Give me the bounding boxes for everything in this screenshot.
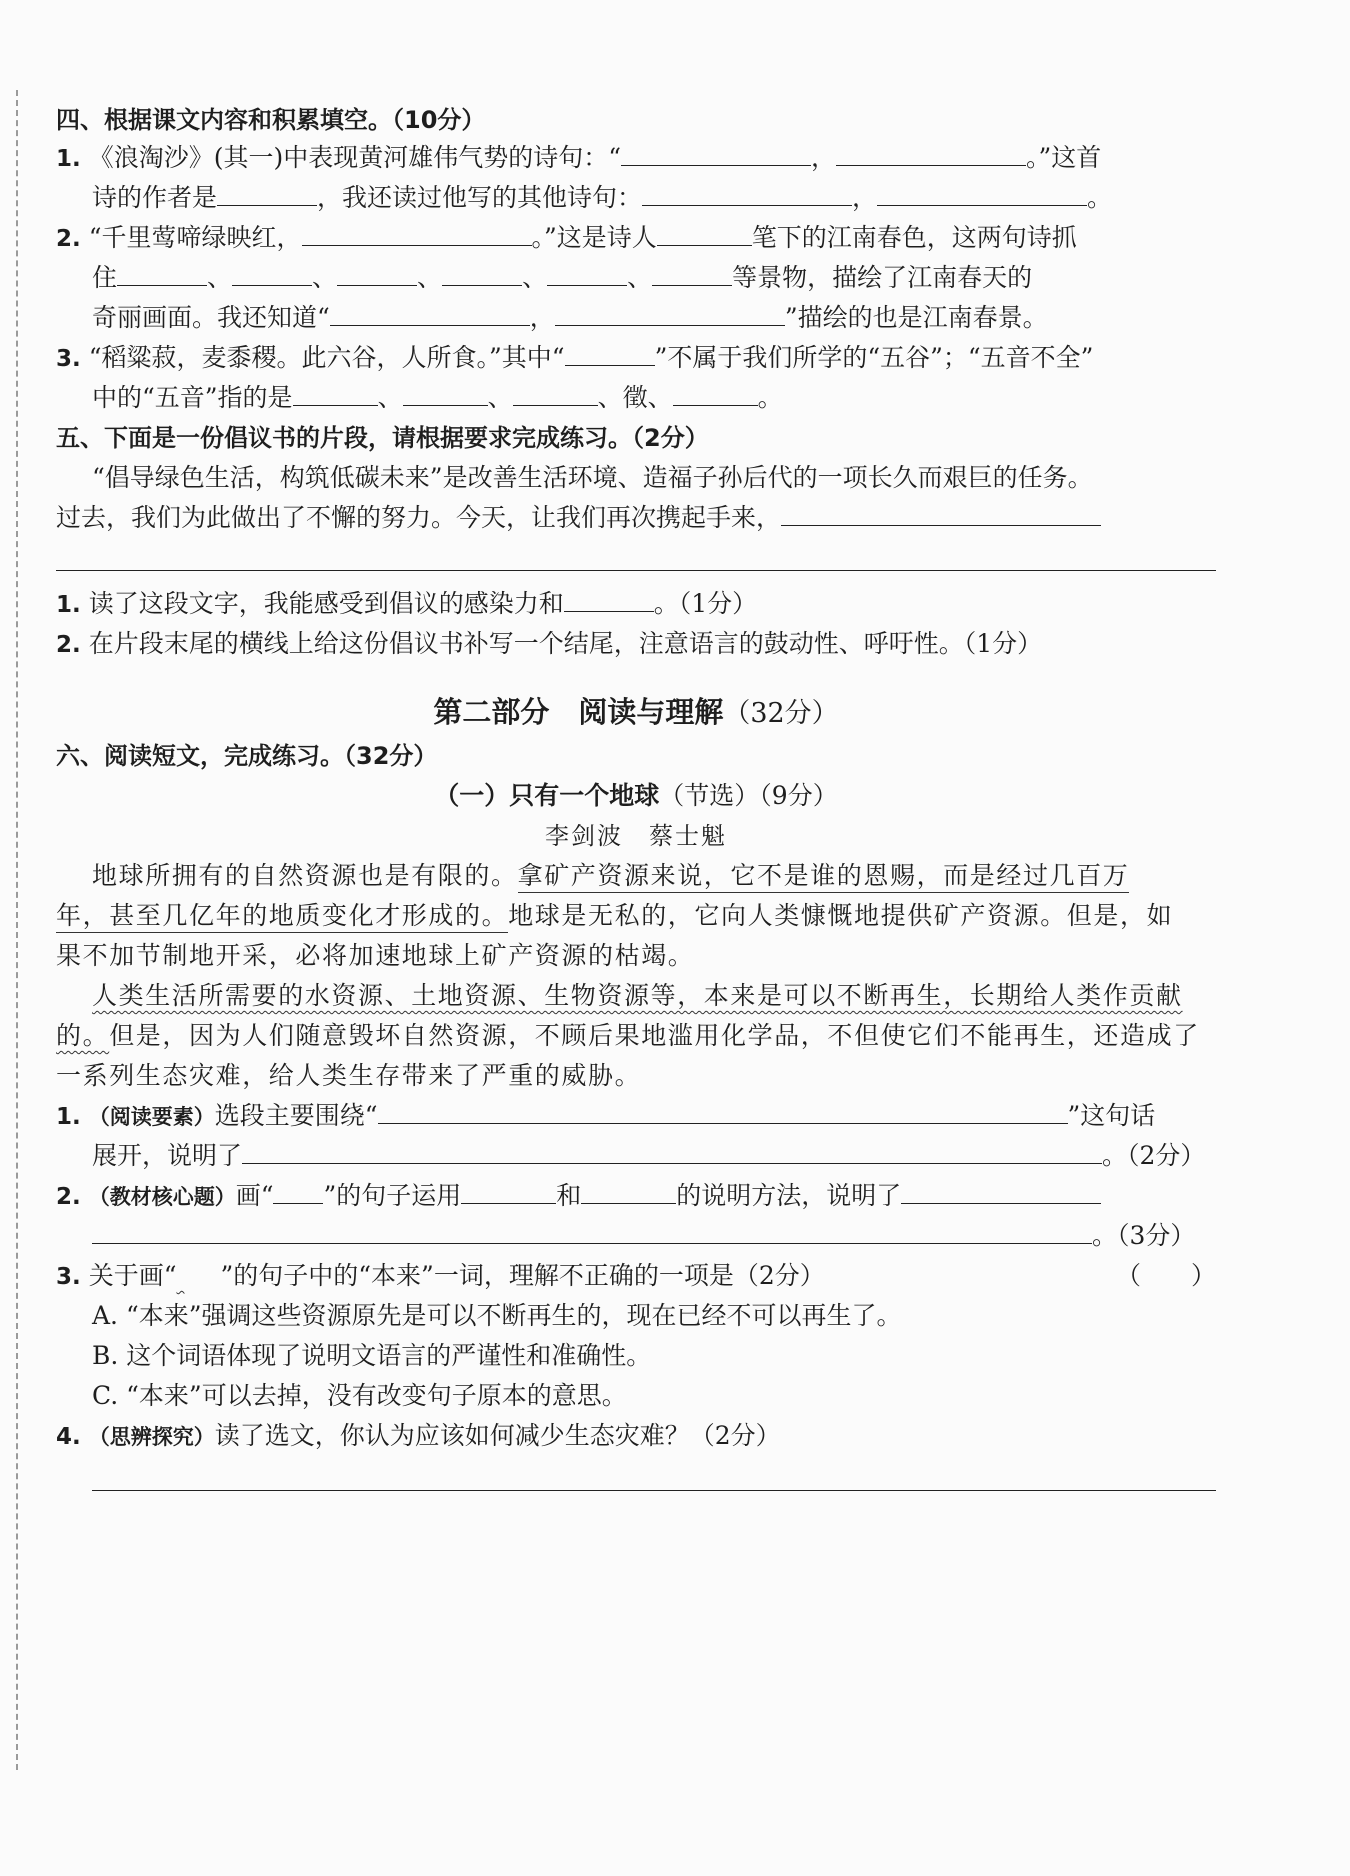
s6-q3-option-a[interactable]: A. “本来”强调这些资源原先是可以不断再生的，现在已经不可以再生了。: [92, 1301, 902, 1330]
fill-blank[interactable]: [378, 1099, 1068, 1124]
passage-line-1: [56, 856, 1129, 892]
q-text: 。（3分）: [1092, 1221, 1196, 1250]
q-text: 、: [417, 263, 443, 292]
q-text: 画“: [235, 1181, 274, 1210]
fill-blank[interactable]: [293, 381, 378, 406]
underlined-sentence: 年，甚至几亿年的地质变化才形成的。: [56, 901, 508, 933]
s4-q3-line2: [56, 378, 783, 414]
q-number: 3.: [56, 1264, 81, 1290]
passage-text: 地球是无私的，它向人类慷慨地提供矿产资源。但是，如: [508, 901, 1174, 930]
q-text: 等景物，描绘了江南春天的: [732, 263, 1033, 292]
s4-q1-line2: [56, 178, 1112, 214]
q-text: 。（1分）: [653, 589, 758, 618]
q-text: 、: [377, 383, 403, 412]
s4-q2-line1: [56, 218, 1077, 254]
q-text: 在片段末尾的横线上给这份倡议书补写一个结尾，注意语言的鼓动性、呼吁性。（1分）: [88, 629, 1043, 658]
q-text: ，我还读过他写的其他诗句：: [317, 183, 643, 212]
q-text: 住: [92, 263, 118, 292]
passage-text: 地球所拥有的自然资源也是有限的。: [92, 861, 518, 890]
q-text: ”描绘的也是江南春景。: [784, 303, 1048, 332]
q-text: 。（2分）: [1102, 1141, 1206, 1170]
s6-q2-line2: [56, 1216, 1195, 1252]
answer-line[interactable]: [56, 570, 1216, 571]
answer-parentheses[interactable]: （ ）: [1115, 1261, 1216, 1290]
section4-heading: 四、根据课文内容和积累填空。（10分）: [56, 106, 486, 134]
passage-line-6: 一系列生态灾难，给人类生存带来了严重的威胁。: [56, 1061, 642, 1090]
fill-blank[interactable]: [232, 261, 312, 286]
fill-blank[interactable]: [442, 261, 522, 286]
fill-blank[interactable]: [217, 181, 317, 206]
section6-heading: 六、阅读短文，完成练习。（32分）: [56, 742, 438, 770]
fill-blank[interactable]: [330, 301, 530, 326]
s6-q3-option-c[interactable]: C. “本来”可以去掉，没有改变句子原本的意思。: [92, 1381, 627, 1410]
s5-para1: “倡导绿色生活，构筑低碳未来”是改善生活环境、造福子孙后代的一项长久而艰巨的任务。: [92, 463, 1093, 492]
s6-q3-line1: [56, 1256, 1216, 1292]
q-text: 、: [207, 263, 233, 292]
q-text: 展开，说明了: [92, 1141, 243, 1170]
q-text: 选段主要围绕“: [214, 1101, 378, 1130]
passage-text: 但是，因为人们随意毁坏自然资源，不顾后果地滥用化学品，不但使它们不能再生，还造成了: [109, 1021, 1200, 1050]
wavy-line-sample: [176, 1261, 220, 1290]
q-number: 4.: [56, 1424, 81, 1450]
q-text: 、徵、: [597, 383, 673, 412]
fill-blank[interactable]: [513, 381, 598, 406]
passage-line-5: [56, 1016, 1200, 1052]
q-text: “稻粱菽，麦黍稷。此六谷，人所食。”其中“: [88, 343, 565, 372]
s5-q2: [56, 624, 1042, 660]
answer-line[interactable]: [92, 1490, 1216, 1491]
fill-blank[interactable]: [581, 1179, 676, 1204]
q-number: 3.: [56, 346, 81, 372]
part2-title-text: 第二部分 阅读与理解: [433, 695, 724, 729]
q-text: 。: [1087, 183, 1113, 212]
q-text: 过去，我们为此做出了不懈的努力。今天，让我们再次携起手来，: [56, 503, 782, 532]
q-text: 读了选文，你认为应该如何减少生态灾难？（2分）: [214, 1421, 781, 1450]
s4-q2-line2: [56, 258, 1032, 294]
q-number: 1.: [56, 146, 81, 172]
fill-blank[interactable]: [555, 301, 785, 326]
q-number: 2.: [56, 226, 81, 252]
q-text: 奇丽画面。我还知道“: [92, 303, 330, 332]
s4-q1-line1: [56, 138, 1101, 174]
s5-q1: [56, 584, 757, 620]
q-text: 《浪淘沙》(其一)中表现黄河雄伟气势的诗句：“: [88, 143, 621, 172]
q-text: ，: [529, 303, 555, 332]
q-number: 1.: [56, 1104, 81, 1130]
passage-title: [56, 776, 1216, 812]
q-text: 。”这首: [1026, 143, 1102, 172]
q-text: 、: [627, 263, 653, 292]
passage-line-4: [56, 976, 1183, 1012]
fill-blank[interactable]: [302, 221, 532, 246]
fill-blank[interactable]: [901, 1179, 1101, 1204]
fill-blank[interactable]: [117, 261, 207, 286]
passage-line-3: 果不加节制地开采，必将加速地球上矿产资源的枯竭。: [56, 941, 695, 970]
wavy-underlined-sentence: 的。: [56, 1021, 110, 1050]
s6-q1-line1: [56, 1096, 1155, 1132]
q-number: 1.: [56, 592, 81, 618]
fill-blank[interactable]: [565, 341, 655, 366]
fill-blank[interactable]: [621, 141, 811, 166]
q-text: 读了这段文字，我能感受到倡议的感染力和: [88, 589, 564, 618]
q-text: 、: [312, 263, 338, 292]
fill-blank[interactable]: [92, 1219, 1092, 1244]
fill-blank[interactable]: [877, 181, 1087, 206]
underline-sample: [273, 1179, 323, 1204]
q-text: 笔下的江南春色，这两句诗抓: [751, 223, 1077, 252]
q-text: ”的句子中的“本来”一词，理解不正确的一项是（2分）: [220, 1261, 825, 1290]
q-number: 2.: [56, 632, 81, 658]
question-tag: （教材核心题）: [88, 1185, 236, 1209]
s6-q2-line1: [56, 1176, 1101, 1212]
part2-score: （32分）: [723, 698, 839, 729]
fill-blank[interactable]: [461, 1179, 556, 1204]
q-text: 。”这是诗人: [531, 223, 657, 252]
q-text: 的说明方法，说明了: [676, 1181, 902, 1210]
part2-title: [56, 690, 1216, 731]
section5-heading: 五、下面是一份倡议书的片段，请根据要求完成练习。（2分）: [56, 424, 709, 452]
q-text: 中的“五音”指的是: [92, 383, 293, 412]
fill-blank[interactable]: [781, 501, 1101, 526]
fill-blank[interactable]: [642, 181, 852, 206]
q-text: 和: [556, 1181, 582, 1210]
fill-blank[interactable]: [547, 261, 627, 286]
q-text: 。: [757, 383, 783, 412]
passage-title-text: （一）只有一个地球: [434, 781, 660, 810]
underlined-sentence: 拿矿产资源来说，它不是谁的恩赐，而是经过几百万: [518, 861, 1130, 893]
q-text: 诗的作者是: [92, 183, 218, 212]
s4-q3-line1: [56, 338, 1093, 374]
s6-q4: [56, 1416, 781, 1452]
passage-authors: 李剑波 蔡士魁: [545, 822, 727, 850]
q-text: 、: [522, 263, 548, 292]
margin-dashed-line: [16, 90, 18, 1770]
s4-q2-line3: [56, 298, 1048, 334]
q-text: ”不属于我们所学的“五谷”；“五音不全”: [654, 343, 1094, 372]
q-text: ，: [852, 183, 878, 212]
q-text: ”这句话: [1067, 1101, 1156, 1130]
wavy-underlined-sentence: 人类生活所需要的水资源、土地资源、生物资源等，本来是可以不断再生，长期给人类作贡献: [92, 981, 1183, 1010]
q-text: ，: [811, 143, 837, 172]
s5-para2: [56, 498, 1101, 534]
fill-blank[interactable]: [403, 381, 488, 406]
fill-blank[interactable]: [673, 381, 758, 406]
fill-blank[interactable]: [242, 1139, 1102, 1164]
s6-q3-option-b[interactable]: B. 这个词语体现了说明文语言的严谨性和准确性。: [92, 1341, 652, 1370]
q-text: 、: [487, 383, 513, 412]
s6-q1-line2: [56, 1136, 1205, 1172]
question-tag: （思辨探究）: [88, 1425, 215, 1449]
fill-blank[interactable]: [652, 261, 732, 286]
fill-blank[interactable]: [337, 261, 417, 286]
question-tag: （阅读要素）: [88, 1105, 215, 1129]
fill-blank[interactable]: [836, 141, 1026, 166]
q-text: “千里莺啼绿映红，: [88, 223, 302, 252]
passage-title-note: （节选）（9分）: [659, 781, 838, 810]
fill-blank[interactable]: [564, 587, 654, 612]
fill-blank[interactable]: [657, 221, 752, 246]
q-text: ”的句子运用: [323, 1181, 462, 1210]
q-text: 关于画“: [88, 1261, 177, 1290]
q-number: 2.: [56, 1184, 81, 1210]
passage-line-2: [56, 896, 1173, 932]
